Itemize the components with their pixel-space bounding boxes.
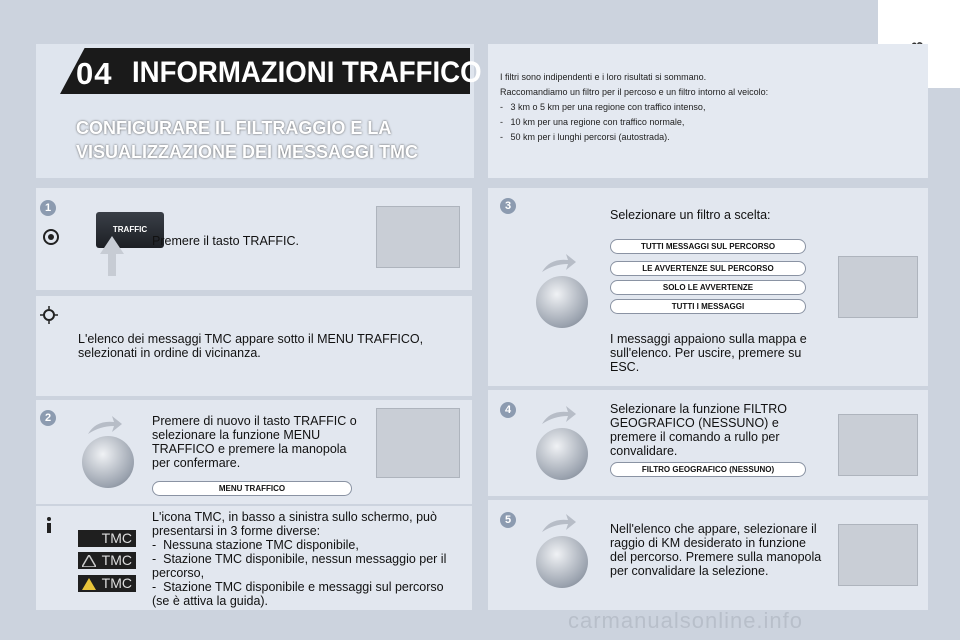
step-4-text: Selezionare la funzione FILTRO GEOGRAFICO (NESSUNO) e premere il comando a rullo per convalidare.: [610, 402, 787, 458]
filter-option[interactable]: LE AVVERTENZE SUL PERCORSO: [610, 261, 806, 276]
tmc-icon-available: TMC: [78, 552, 136, 569]
step-5-text: Nell'elenco che appare, selezionare il raggio di KM desiderato in funzione del percorso. Premere sulla manopola per convalidare la selezione.: [610, 522, 822, 578]
step-1-text: Premere il tasto TRAFFIC.: [152, 234, 300, 248]
intro-item: - 10 km per una regione con traffico normale,: [500, 117, 685, 127]
warning-triangle-icon: [82, 555, 96, 567]
step-3-badge: 3: [500, 198, 516, 214]
step-3-text: Selezionare un filtro a scelta:: [610, 208, 771, 222]
intro-line: Raccomandiamo un filtro per il percoso e un filtro intorno al veicolo:: [500, 87, 769, 97]
radio-panel-illustration: [838, 414, 918, 476]
intro-item: - 50 km per i lunghi percorsi (autostrada).: [500, 132, 670, 142]
tmc-icon-messages: TMC: [78, 575, 136, 592]
radio-panel-illustration: [376, 408, 460, 478]
press-finger-icon: [100, 236, 124, 276]
section-subtitle: CONFIGURARE IL FILTRAGGIO E LA VISUALIZZAZIONE DEI MESSAGGI TMC: [76, 118, 419, 162]
knob-illustration: [536, 276, 588, 328]
rotate-arrow-icon: [86, 416, 122, 436]
info-text: L'icona TMC, in basso a sinistra sullo schermo, può presentarsi in 3 forme diverse: - Nessuna stazione TMC disponibile, - Stazione TMC disponibile, nessun messaggio per il percorso, - Stazione TMC disponibile e messaggi sul percorso (se è attiva la guida).: [152, 510, 462, 608]
filter-option[interactable]: TUTTI I MESSAGGI: [610, 299, 806, 314]
intro-line: I filtri sono indipendenti e i loro risultati si sommano.: [500, 72, 707, 82]
knob-illustration: [536, 536, 588, 588]
eye-icon: [42, 228, 60, 246]
rotate-arrow-icon: [540, 406, 576, 426]
chapter-title: INFORMAZIONI TRAFFICO: [132, 56, 482, 89]
intro-text: [500, 70, 920, 145]
step-4-badge: 4: [500, 402, 516, 418]
tmc-icon-none: TMC: [78, 530, 136, 547]
step-3-after-text: I messaggi appaiono sulla mappa e sull'elenco. Per uscire, premere su ESC.: [610, 332, 807, 374]
menu-traffico-button[interactable]: MENU TRAFFICO: [152, 481, 352, 496]
chapter-number: 04: [76, 56, 113, 91]
tip-text: L'elenco dei messaggi TMC appare sotto il MENU TRAFFICO, selezionati in ordine di vicinanza.: [78, 332, 424, 360]
info-item: - Stazione TMC disponibile e messaggi sul percorso (se è attiva la guida).: [152, 580, 444, 608]
step-1-badge: 1: [40, 200, 56, 216]
step-5-badge: 5: [500, 512, 516, 528]
step-2-badge: 2: [40, 410, 56, 426]
rotate-arrow-icon: [540, 514, 576, 534]
filtro-geografico-button[interactable]: FILTRO GEOGRAFICO (NESSUNO): [610, 462, 806, 477]
radio-panel-illustration: [838, 256, 918, 318]
knob-illustration: [82, 436, 134, 488]
radio-panel-illustration: [838, 524, 918, 586]
filter-option[interactable]: TUTTI MESSAGGI SUL PERCORSO: [610, 239, 806, 254]
intro-item: - 3 km o 5 km per una regione con traffico intenso,: [500, 102, 706, 112]
step-2-text: Premere di nuovo il tasto TRAFFIC o selezionare la funzione MENU TRAFFICO e premere la manopola per confermare.: [152, 414, 357, 470]
lightbulb-icon: [40, 306, 58, 324]
rotate-arrow-icon: [540, 254, 576, 274]
info-icon: [40, 516, 58, 534]
warning-triangle-icon: [82, 578, 96, 590]
info-item: - Nessuna stazione TMC disponibile,: [152, 538, 359, 552]
info-item: - Stazione TMC disponibile, nessun messaggio per il percorso,: [152, 552, 447, 580]
watermark: carmanualsonline.info: [568, 608, 804, 633]
filter-option[interactable]: SOLO LE AVVERTENZE: [610, 280, 806, 295]
traffic-key[interactable]: TRAFFIC: [96, 212, 164, 248]
radio-panel-illustration: [376, 206, 460, 268]
knob-illustration: [536, 428, 588, 480]
